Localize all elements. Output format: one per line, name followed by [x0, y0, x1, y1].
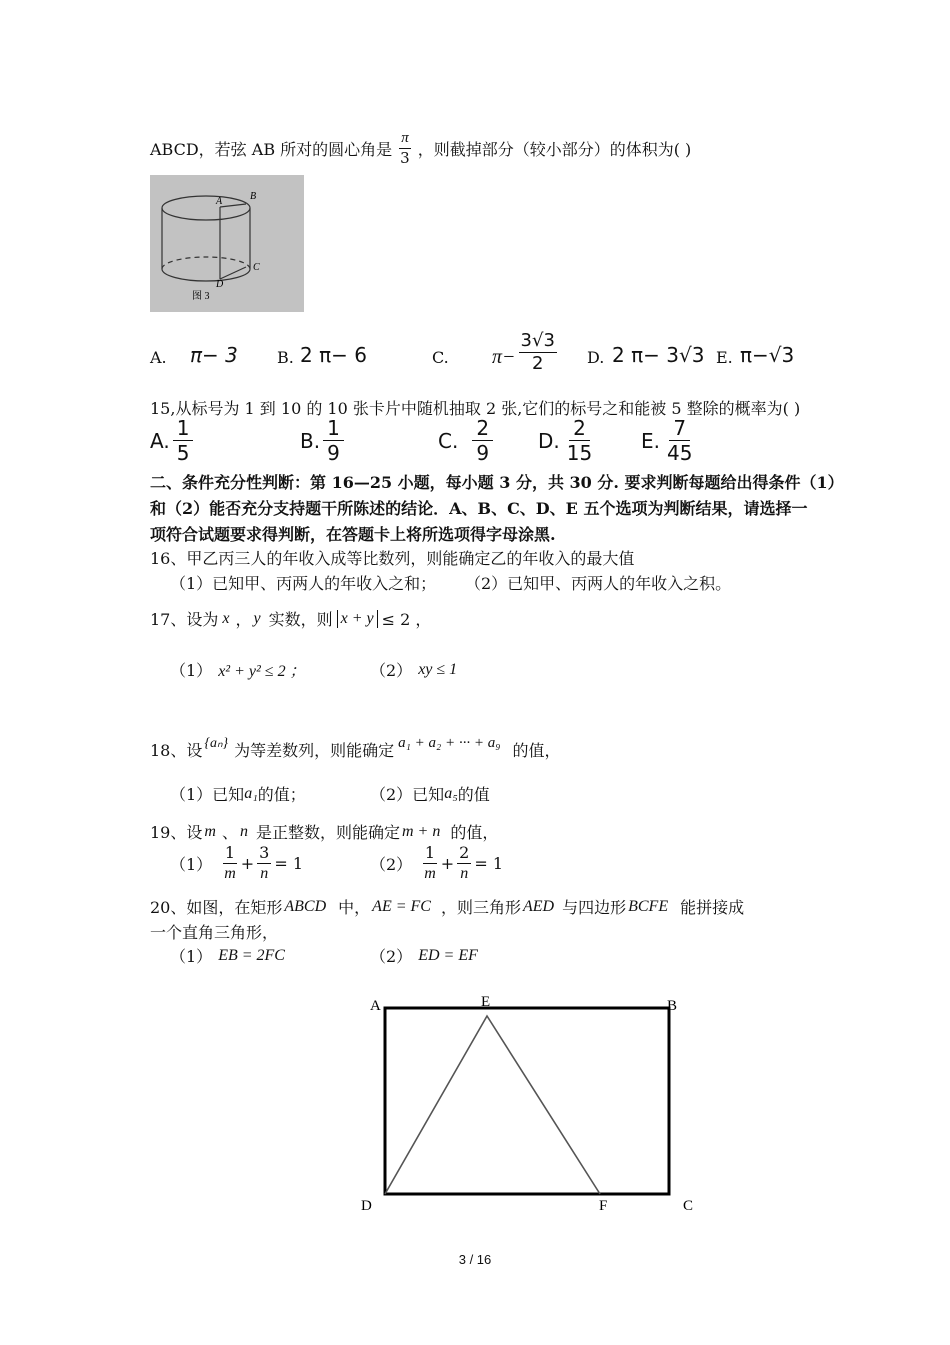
q16-cond2: （2）已知甲、丙两人的年收入之积。 [465, 574, 732, 593]
rectangle-abcd [385, 1008, 669, 1194]
section2-line1: 二、条件充分性判断：第 16—25 小题，每小题 3 分，共 30 分. 要求判断每题给出得条件（1） [150, 473, 844, 492]
q14-stem-suffix: ，则截掉部分（较小部分）的体积为( ) [417, 139, 692, 159]
q20-abcd: ABCD [284, 897, 327, 915]
q14-option-c-pre: π− [492, 346, 516, 368]
q14-option-e-label: E. [716, 348, 733, 367]
q14-option-d-label: D. [587, 348, 605, 367]
q19-cond2: （2） $\frac{1}{m}$ + $\frac{2}{n}$ = 1 [370, 843, 504, 882]
q20-stem: 20、如图，在矩形 ABCD 中， AE = FC ，则三角形 AED 与四边形 BCFE 能拼接成 [150, 897, 745, 917]
cyl-label-d: D [216, 279, 224, 290]
q14-angle-num: π [399, 131, 411, 149]
label-c: C [683, 1198, 694, 1214]
section2-line3: 项符合试题要求得判断，在答题卡上将所选项得字母涂黑. [150, 525, 556, 544]
q14-option-b: 2 π− 6 [300, 343, 367, 367]
q18-cond1-var: a₁ [244, 784, 258, 802]
q18-cond2: （2）已知 a₅ 的值 [370, 784, 490, 804]
q17-abs-expr: x + y [337, 610, 378, 628]
q19-mn: m + n [401, 822, 441, 840]
q18-cond2-var: a₅ [444, 784, 458, 802]
q17-le2: ≤ 2 ， [381, 610, 432, 629]
q20-cond2-expr: ED = EF [418, 946, 478, 964]
q14-option-c-num: 3√3 [520, 330, 555, 351]
q17-var-x: x [222, 609, 230, 627]
q14-stem [150, 128, 691, 168]
q20-cond1: （1） EB = 2FC [170, 946, 285, 966]
q20-bcfe: BCFE [628, 897, 669, 915]
q17-comma: ， [235, 610, 252, 629]
triangle-edf [385, 1016, 600, 1194]
cyl-label-b: B [250, 191, 257, 202]
q14-option-e: π−√3 [740, 343, 795, 367]
q15-option-e: E. $\frac{7}{45}$ [641, 416, 693, 465]
q18-stem [150, 735, 561, 761]
label-b: B [667, 998, 678, 1014]
q17-stem-a: 17、设为 [150, 610, 219, 629]
label-d: D [361, 1198, 372, 1214]
q20-aed: AED [522, 897, 555, 915]
q19-stem: 19、设 m 、 n 是正整数，则能确定 m + n 的值， [150, 822, 499, 842]
q15-option-d: D. $\frac{2}{15}$ [538, 416, 593, 465]
q14-option-c-den: 2 [531, 353, 544, 374]
label-f: F [599, 1198, 608, 1214]
q15-option-c: C. $\frac{2}{9}$ [438, 418, 496, 463]
q14-option-a: π− 3 [190, 343, 238, 367]
section2-line2: 和（2）能否充分支持题干所陈述的结论．A、B、C、D、E 五个选项为判断结果，请选择一 [150, 499, 808, 518]
page-number: 3 / 16 [458, 1252, 492, 1267]
cyl-label-a: A [216, 196, 223, 207]
q17-stem-b: 实数，则 [268, 610, 333, 629]
q15-option-b: B. $\frac{1}{9}$ [300, 418, 347, 463]
q14-angle-den: 3 [400, 148, 410, 167]
q14-stem-prefix: ABCD，若弦 AB 所对的圆心角是 [150, 139, 393, 159]
q16-cond1: （1）已知甲、丙两人的年收入之和； [170, 574, 437, 593]
q20-cond: AE = FC [372, 897, 431, 915]
q20-cond1-expr: EB = 2FC [218, 946, 285, 964]
q14-option-a-label: A. [150, 348, 167, 367]
q17-cond2-expr: xy ≤ 1 [418, 660, 458, 678]
q17-cond2: （2） xy ≤ 1 [370, 660, 458, 680]
q15-option-a: A. $\frac{1}{5}$ [150, 418, 196, 463]
q14-option-b-label: B. [277, 348, 294, 367]
rectangle-figure [350, 990, 710, 1220]
q16-stem: 16、甲乙丙三人的年收入成等比数列，则能确定乙的年收入的最大值 [150, 549, 635, 568]
q19-var-n: n [239, 822, 248, 840]
q15-stem: 15,从标号为 1 到 10 的 10 张卡片中随机抽取 2 张,它们的标号之和能被 5 整除的概率为( ) [150, 399, 801, 418]
q18-seq: {aₙ} [204, 736, 229, 751]
cyl-caption: 图 3 [192, 291, 210, 302]
q17-var-y: y [253, 609, 261, 627]
q20-stem-line2: 一个直角三角形， [150, 923, 279, 942]
q14-option-c-fraction [519, 332, 557, 373]
cylinder-figure [150, 175, 304, 312]
q14-option-c [492, 332, 560, 373]
q18-cond1: （1）已知 a₁ 的值； [170, 784, 306, 804]
q18-sum: a₁ + a₂ + ··· + a₉ [398, 735, 501, 751]
q18-stem-b: 为等差数列，则能确定 [234, 741, 395, 760]
q18-stem-a: 18、设 [150, 741, 203, 760]
q20-cond2: （2） ED = EF [370, 946, 478, 966]
q14-option-c-label: C. [432, 348, 449, 367]
q17-cond1: （1） x² + y² ≤ 2 ； [170, 658, 306, 681]
q17-cond1-expr: x² + y² ≤ 2 ； [218, 663, 306, 680]
q17-stem [150, 607, 431, 630]
cylinder-drawing [150, 175, 304, 312]
q14-angle-fraction [398, 131, 412, 166]
cyl-label-c: C [253, 262, 260, 273]
q19-cond1: （1） $\frac{1}{m}$ + $\frac{3}{n}$ = 1 [170, 843, 304, 882]
label-e: E [481, 994, 491, 1010]
q18-stem-c: 的值， [512, 741, 561, 760]
q14-option-d: 2 π− 3√3 [612, 343, 705, 367]
q15-options [150, 418, 870, 464]
q19-var-m: m [204, 822, 216, 840]
label-a: A [370, 998, 381, 1014]
